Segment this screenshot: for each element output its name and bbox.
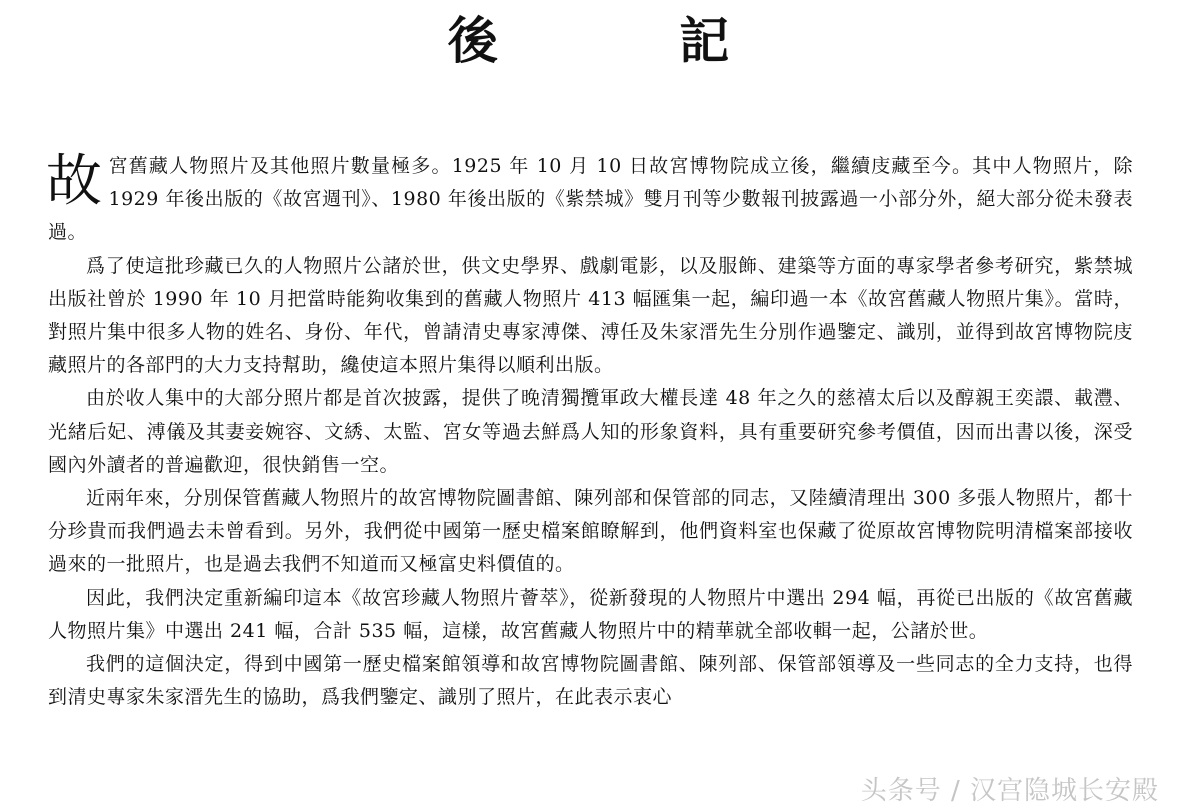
paragraph-6: 我們的這個決定，得到中國第一歷史檔案館領導和故宮博物院圖書館、陳列部、保管部領導及一些同志的全力支持，也得到清史專家朱家溍先生的協助，爲我們鑒定、識別了照片，在此表示衷心 [48,653,1133,709]
paragraph-3: 由於收人集中的大部分照片都是首次披露，提供了晚清獨攬軍政大權長達 48 年之久的慈禧太后以及醇親王奕譞、載灃、光緒后妃、溥儀及其妻妾婉容、文綉、太監、宮女等過去鮮爲人知的形象資料，具有重要研究參考價值，因而出書以後，深受國內外讀者的普遍歡迎，很快銷售一空。 [48,387,1133,476]
drop-cap: 故 [46,149,103,214]
paragraph-1-text: 宮舊藏人物照片及其他照片數量極多。1925 年 10 月 10 日故宮博物院成立後，繼續庋藏至今。其中人物照片，除 1929 年後出版的《故宮週刊》、1980 年後出版的《紫禁城》雙月刊等少數報刊披露過一小部分外，絕大部分從未發表過。 [48,155,1133,244]
page-title: 後 記 [447,12,812,70]
paragraph-1 [48,150,1133,250]
paragraph-4: 近兩年來，分別保管舊藏人物照片的故宮博物院圖書館、陳列部和保管部的同志，又陸續清理出 300 多張人物照片，都十分珍貴而我們過去未曾看到。另外，我們從中國第一歷史檔案館瞭解到，他們資料室也保藏了從原故宮博物院明清檔案部接收過來的一批照片，也是過去我們不知道而又極富史料價值的。 [48,487,1133,576]
paragraph-2: 爲了使這批珍藏已久的人物照片公諸於世，供文史學界、戲劇電影，以及服飾、建築等方面的專家學者參考研究，紫禁城出版社曾於 1990 年 10 月把當時能夠收集到的舊藏人物照片 413 幅匯集一起，編印過一本《故宮舊藏人物照片集》。當時，對照片集中很多人物的姓名、身份、年代，曾請清史專家溥傑、溥任及朱家溍先生分別作過鑒定、識別，並得到故宮博物院庋藏照片的各部門的大力支持幫助，纔使這本照片集得以順利出版。 [48,254,1133,377]
body-text [48,150,1133,714]
paragraph-5: 因此，我們決定重新編印這本《故宮珍藏人物照片薈萃》，從新發現的人物照片中選出 294 幅，再從已出版的《故宮舊藏人物照片集》中選出 241 幅，合計 535 幅，這樣，故宮舊藏人物照片中的精華就全部收輯一起，公諸於世。 [48,586,1133,642]
watermark: 头条号 / 汉宫隐城长安殿 [860,776,1159,806]
